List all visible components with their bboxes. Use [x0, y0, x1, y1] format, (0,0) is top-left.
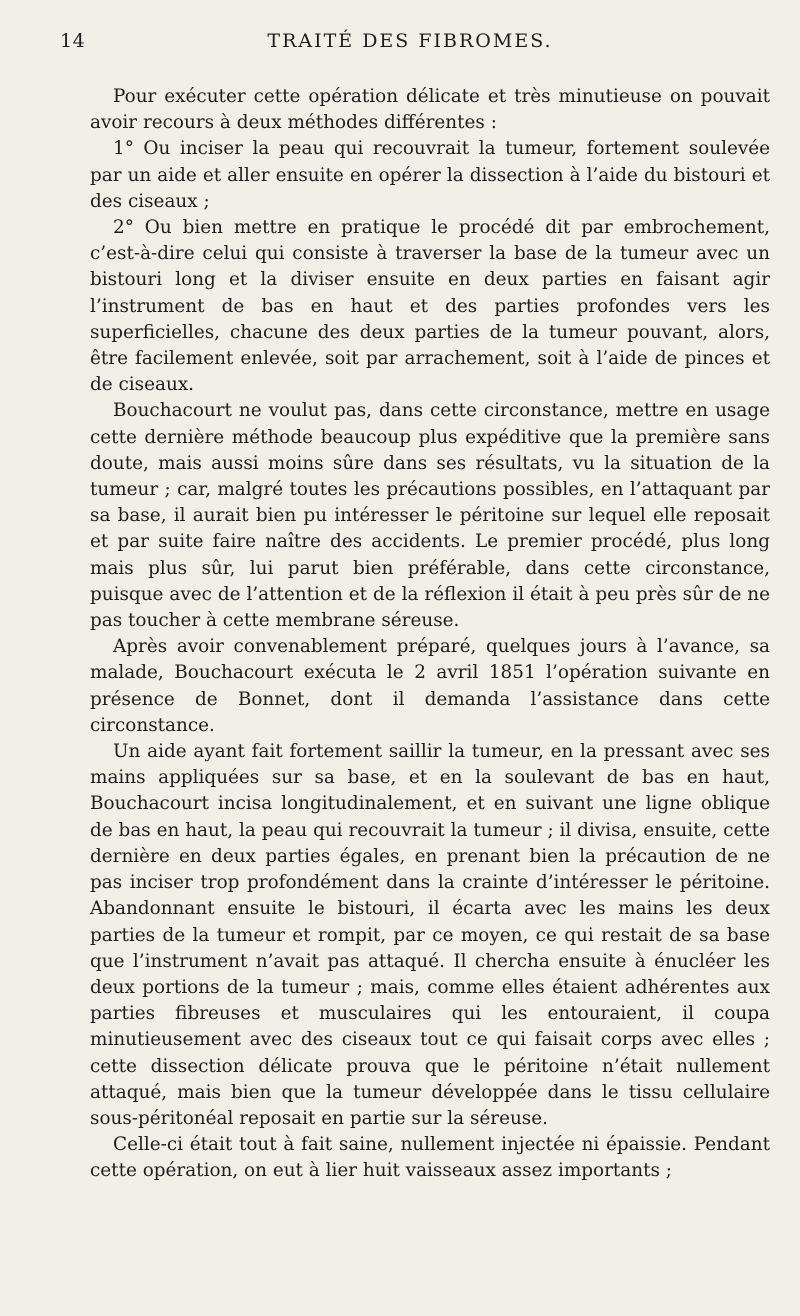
running-title: TRAITÉ DES FIBROMES. — [267, 30, 553, 52]
page-number: 14 — [60, 30, 86, 52]
paragraph-operation: Un aide ayant fait fortement saillir la tumeur, en la pressant avec ses mains appliquées sur sa base, et en la soulevant de bas en haut, Bouchacourt incisa longitudinalement, et en suivant une ligne oblique de bas en haut, la peau qui recouvrait la tumeur ; il divisa, ensuite, cette dernière en deux parties égales, en prenant bien la précaution de ne pas inciser trop profondément dans la crainte d’intéresser le péritoine. Abandonnant ensuite le bistouri, il écarta avec les mains les deux parties de la tumeur et rompit, par ce moyen, ce qui restait de sa base que l’instrument n’avait pas attaqué. Il chercha ensuite à énucléer les deux portions de la tumeur ; mais, comme elles étaient adhérentes aux parties fibreuses et musculaires qui les entouraient, il coupa minutieusement avec des ciseaux tout ce qui faisait corps avec elles ; cette dissection délicate prouva que le péritoine n’était nullement attaqué, mais bien que la tumeur développée dans le tissu cellulaire sous-péritonéal reposait en partie sur la séreuse. — [90, 741, 770, 1129]
running-head — [60, 30, 760, 60]
paragraph-intro: Pour exécuter cette opération délicate et très minutieuse on pouvait avoir recours à deux méthodes différentes : — [90, 86, 770, 134]
paragraph-outcome: Celle-ci était tout à fait saine, nullement injectée ni épaissie. Pendant cette opération, on eut à lier huit vaisseaux assez importants ; — [90, 1134, 770, 1182]
paragraph-method-2: 2° Ou bien mettre en pratique le procédé dit par embrochement, c’est-à-dire celui qui consiste à traverser la base de la tumeur avec un bistouri long et la diviser ensuite en deux parties en faisant agir l’instrument de bas en haut et des parties profondes vers les superficielles, chacune des deux parties de la tumeur pouvant, alors, être facilement enlevée, soit par arrachement, soit à l’aide de pinces et de ciseaux. — [90, 217, 770, 396]
paragraph-choice: Bouchacourt ne voulut pas, dans cette circonstance, mettre en usage cette dernière méthode beaucoup plus expéditive que la première sans doute, mais aussi moins sûre dans ses résultats, vu la situation de la tumeur ; car, malgré toutes les précautions possibles, en l’attaquant par sa base, il aurait bien pu intéresser le péritoine sur lequel elle reposait et par suite faire naître des accidents. Le premier procédé, plus long mais plus sûr, lui parut bien préférable, dans cette circonstance, puisque avec de l’attention et de la réflexion il était à peu près sûr de ne pas toucher à cette membrane séreuse. — [90, 400, 770, 632]
paragraph-method-1: 1° Ou inciser la peau qui recouvrait la tumeur, fortement soulevée par un aide et aller ensuite en opérer la dissection à l’aide du bistouri et des ciseaux ; — [90, 138, 770, 212]
paragraph-preparation: Après avoir convenablement préparé, quelques jours à l’avance, sa malade, Bouchacourt exécuta le 2 avril 1851 l’opération suivante en présence de Bonnet, dont il demanda l’assistance dans cette circonstance. — [90, 636, 770, 736]
body-text — [90, 84, 770, 1185]
